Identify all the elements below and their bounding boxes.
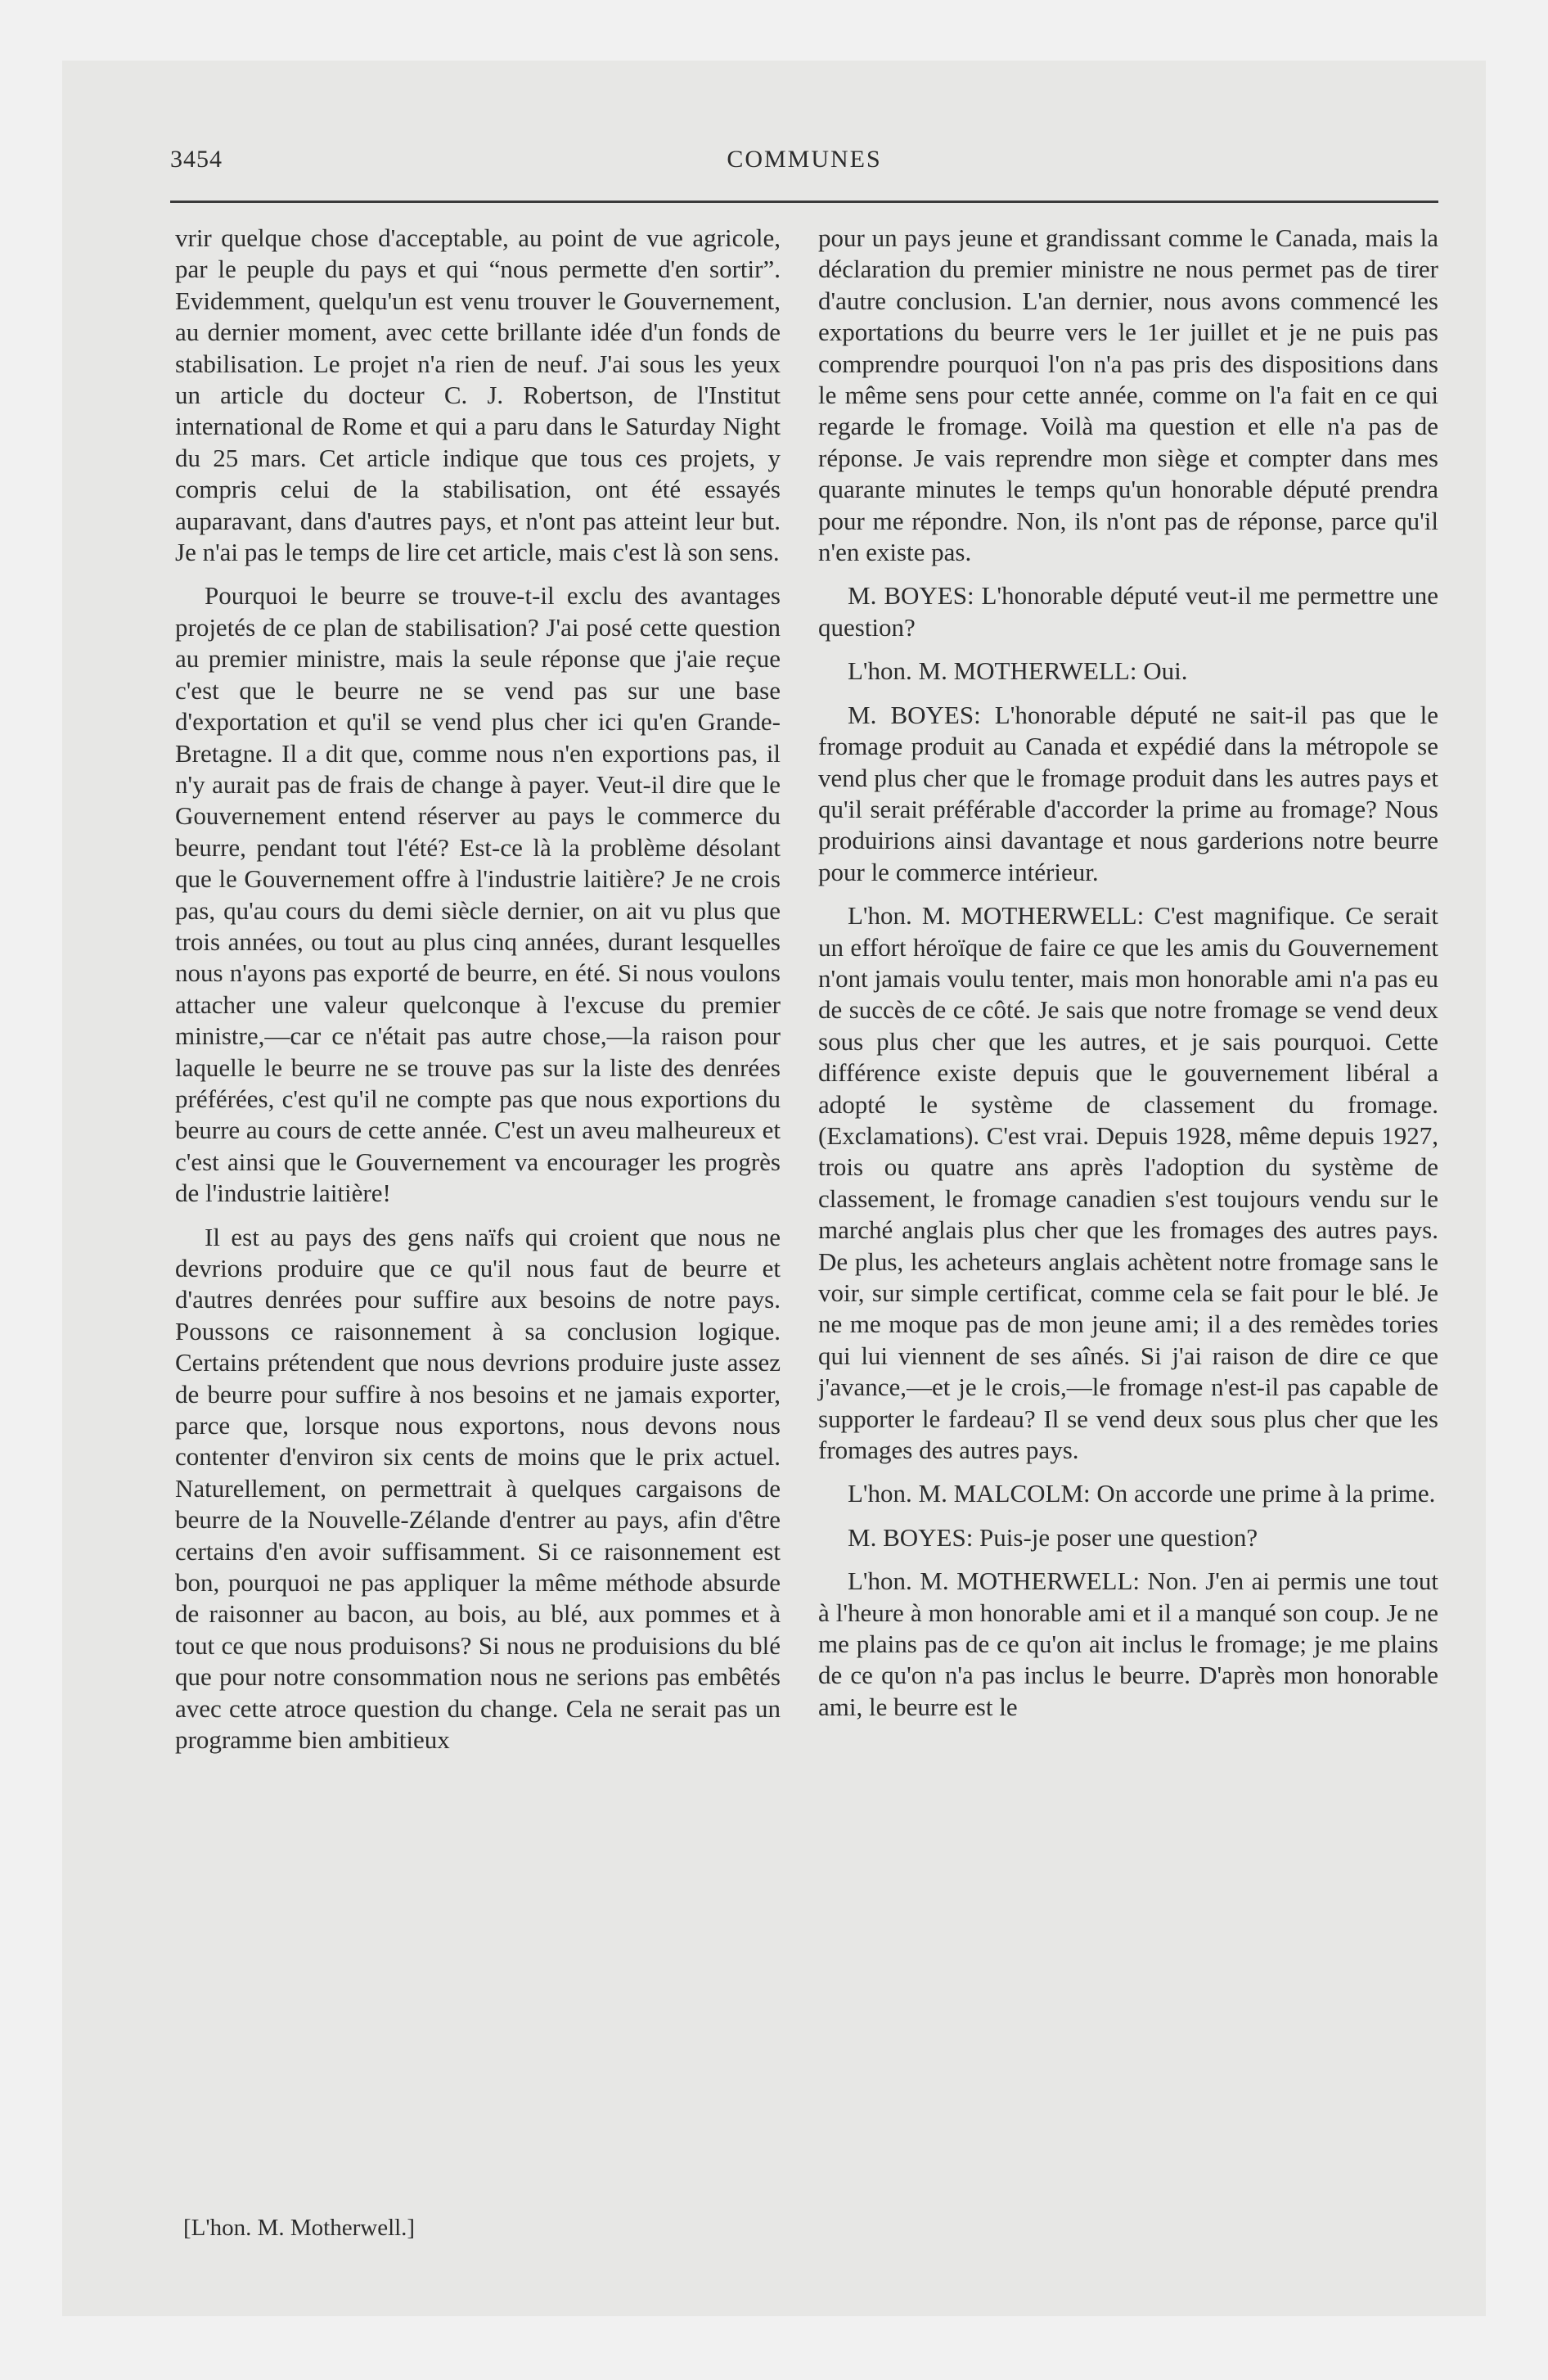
right-paragraph-2: M. BOYES: L'honorable député veut-il me permettre une question?	[818, 581, 1438, 642]
page-header	[170, 146, 1438, 178]
right-paragraph-7: M. BOYES: Puis-je poser une question?	[848, 1522, 1258, 1552]
right-paragraph-6: L'hon. M. MALCOLM: On accorde une prime à la prime.	[848, 1479, 1436, 1508]
left-paragraph-2: Pourquoi le beurre se trouve-t-il exclu des avantages projetés de ce plan de stabilisation? J'ai posé cette question au premier ministre, mais la seule réponse que j'aie reçue c'est que le beurre ne se vend pas sur une base d'exportation et qu'il se vend plus cher ici qu'en Grande-Bretagne. Il a dit que, comme nous n'en exportions pas, il n'y aurait pas de frais de change à payer. Veut-il dire que le Gouvernement entend réserver au pays le commerce du beurre, pendant tout l'été? Est-ce là la problème désolant que le Gouvernement offre à l'industrie laitière? Je ne crois pas, qu'au cours du demi siècle dernier, on ait vu plus que trois années, ou tout au plus cinq années, durant lesquelles nous n'ayons pas exporté de beurre, en été. Si nous voulons attacher une valeur quelconque à l'excuse du premier ministre,—car ce n'était pas autre chose,—la raison pour laquelle le beurre ne se trouve pas sur la liste des denrées préférées, c'est qu'il ne compte pas que nous exportions du beurre au cours de cette année. C'est un aveu malheureux et c'est ainsi que le Gouvernement va encourager les progrès de l'industrie laitière!	[175, 581, 781, 1208]
left-column	[175, 223, 781, 1769]
left-paragraph-1: vrir quelque chose d'acceptable, au point de vue agricole, par le peuple du pays et qui “nous permette d'en sortir”. Evidemment, quelqu'un est venu trouver le Gouvernement, au dernier moment, avec cette brillante idée d'un fonds de stabilisation. Le projet n'a rien de neuf. J'ai sous les yeux un article du docteur C. J. Robertson, de l'Institut international de Rome et qui a paru dans le Saturday Night du 25 mars. Cet article indique que tous ces projets, y compris celui de la stabilisation, ont été essayés auparavant, dans d'autres pays, et n'ont pas atteint leur but. Je n'ai pas le temps de lire cet article, mais c'est là son sens.	[175, 223, 781, 567]
right-paragraph-1: pour un pays jeune et grandissant comme le Canada, mais la déclaration du premier ministre ne nous permet pas de tirer d'autre conclusion. L'an dernier, nous avons commencé les exportations du beurre vers le 1er juillet et je ne puis pas comprendre pourquoi l'on n'a pas pris des dispositions dans le même sens pour cette année, comme on l'a fait en ce qui regarde le fromage. Voilà ma question et elle n'a pas de réponse. Je vais reprendre mon siège et compter dans mes quarante minutes le temps qu'un honorable député prendra pour me répondre. Non, ils n'ont pas de réponse, parce qu'il n'en existe pas.	[818, 223, 1438, 567]
right-paragraph-5: L'hon. M. MOTHERWELL: C'est magnifique. Ce serait un effort héroïque de faire ce que les amis du Gouvernement n'ont jamais voulu tenter, mais mon honorable ami n'a pas eu de succès de ce côté. Je sais que notre fromage se vend deux sous plus cher que les autres, et je sais pourquoi. Cette différence existe depuis que le gouvernement libéral a adopté le système de classement du fromage. (Exclamations). C'est vrai. Depuis 1928, même depuis 1927, trois ou quatre ans après l'adoption du système de classement, le fromage canadien s'est toujours vendu sur le marché anglais plus cher que les fromages des autres pays. De plus, les acheteurs anglais achètent notre fromage sans le voir, sur simple certificat, comme cela se fait pour le blé. Je ne me moque pas de mon jeune ami; il a des remèdes tories qui lui viennent de ses aînés. Si j'ai raison de dire ce que j'avance,—et je le crois,—le fromage n'est-il pas capable de supporter le fardeau? Il se vend deux sous plus cher que les fromages des autres pays.	[818, 901, 1438, 1465]
footer-speaker-reference: [L'hon. M. Motherwell.]	[183, 2215, 416, 2241]
left-paragraph-3: Il est au pays des gens naïfs qui croient que nous ne devrions produire que ce qu'il nous faut de beurre et d'autres denrées pour suffire aux besoins de notre pays. Poussons ce raisonnement à sa conclusion logique. Certains prétendent que nous devrions produire juste assez de beurre pour suffire à nos besoins et ne jamais exporter, parce que, lorsque nous exportons, nous devons nous contenter d'environ six cents de moins que le prix actuel. Naturellement, on permettrait à quelques cargaisons de beurre de la Nouvelle-Zélande d'entrer au pays, afin d'être certains d'en avoir suffisamment. Si ce raisonnement est bon, pourquoi ne pas appliquer la même méthode absurde de raisonner au bacon, au bois, au blé, aux pommes et à tout ce que nous produisons? Si nous ne produisions du blé que pour notre consommation nous ne serions pas embêtés avec cette atroce question du change. Cela ne serait pas un programme bien ambitieux	[175, 1222, 781, 1755]
right-paragraph-3: L'hon. M. MOTHERWELL: Oui.	[848, 656, 1188, 686]
right-paragraph-8: L'hon. M. MOTHERWELL: Non. J'en ai permis une tout à l'heure à mon honorable ami et il a manqué son coup. Je ne me plains pas de ce qu'on ait inclus le fromage; je me plains de ce qu'on n'a pas inclus le beurre. D'après mon honorable ami, le beurre est le	[818, 1566, 1438, 1721]
right-paragraph-4: M. BOYES: L'honorable député ne sait-il pas que le fromage produit au Canada et expédié dans la métropole se vend plus cher que le fromage produit dans les autres pays et qu'il serait préférable d'accorder la prime au fromage? Nous produirions ainsi davantage et nous garderions notre beurre pour le commerce intérieur.	[818, 700, 1438, 886]
header-rule	[170, 201, 1438, 203]
right-column	[818, 223, 1438, 1735]
running-head: COMMUNES	[727, 146, 882, 173]
page-number: 3454	[170, 146, 223, 173]
